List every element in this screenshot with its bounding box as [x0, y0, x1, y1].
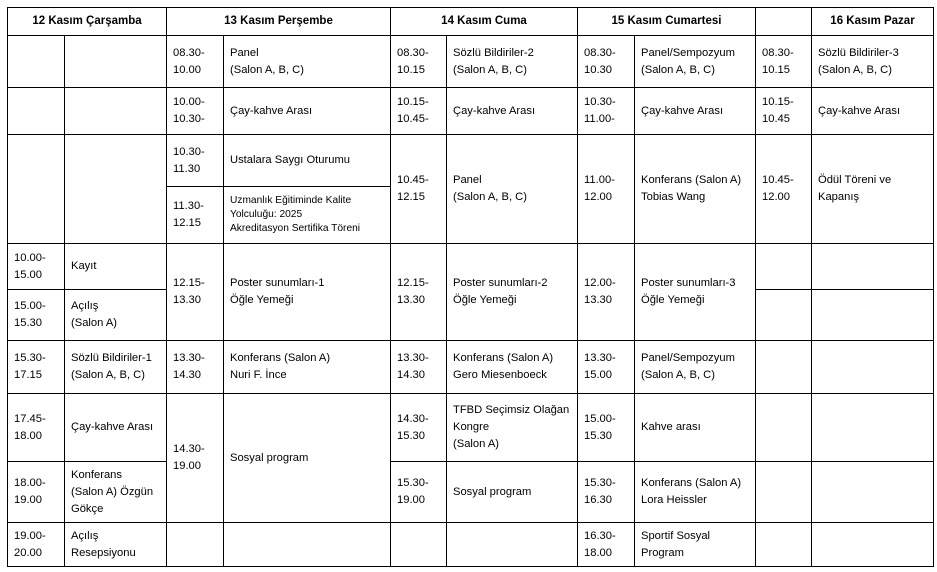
empty-cell	[812, 341, 934, 394]
session-cell: Panel (Salon A, B, C)	[224, 36, 391, 88]
empty-cell	[756, 523, 812, 567]
time-cell: 16.30- 18.00	[578, 523, 635, 567]
empty-cell	[756, 462, 812, 523]
time-cell: 19.00- 20.00	[8, 523, 65, 567]
session-cell: Panel/Sempozyum (Salon A, B, C)	[635, 36, 756, 88]
time-cell: 15.30- 16.30	[578, 462, 635, 523]
time-cell: 18.00- 19.00	[8, 462, 65, 523]
time-cell: 10.45- 12.00	[756, 135, 812, 244]
time-cell: 12.15- 13.30	[391, 244, 447, 341]
header-day-13: 13 Kasım Perşembe	[167, 8, 391, 36]
time-cell: 10.00- 15.00	[8, 244, 65, 290]
session-cell: Çay-kahve Arası	[224, 88, 391, 135]
session-cell: TFBD Seçimsiz Olağan Kongre (Salon A)	[447, 394, 578, 462]
time-cell: 17.45- 18.00	[8, 394, 65, 462]
time-cell: 08.30- 10.30	[578, 36, 635, 88]
empty-cell	[391, 523, 447, 567]
header-day-14: 14 Kasım Cuma	[391, 8, 578, 36]
session-cell: Poster sunumları-2 Öğle Yemeği	[447, 244, 578, 341]
empty-cell	[65, 36, 167, 88]
empty-cell	[756, 290, 812, 341]
session-cell: Sosyal program	[447, 462, 578, 523]
time-cell: 11.00- 12.00	[578, 135, 635, 244]
empty-cell	[447, 523, 578, 567]
header-day-12: 12 Kasım Çarşamba	[8, 8, 167, 36]
session-cell: Kahve arası	[635, 394, 756, 462]
time-cell: 13.30- 14.30	[391, 341, 447, 394]
session-cell: Konferans (Salon A) Gero Miesenboeck	[447, 341, 578, 394]
time-cell: 08.30- 10.00	[167, 36, 224, 88]
time-cell: 13.30- 14.30	[167, 341, 224, 394]
session-cell: Sportif Sosyal Program	[635, 523, 756, 567]
empty-cell	[167, 523, 224, 567]
time-cell: 15.30- 19.00	[391, 462, 447, 523]
schedule-table	[7, 7, 934, 567]
time-cell: 10.30- 11.00-	[578, 88, 635, 135]
empty-cell	[812, 462, 934, 523]
session-cell: Panel/Sempozyum (Salon A, B, C)	[635, 341, 756, 394]
session-cell: Ödül Töreni ve Kapanış	[812, 135, 934, 244]
session-cell: Konferans (Salon A) Tobias Wang	[635, 135, 756, 244]
time-cell: 08.30- 10.15	[391, 36, 447, 88]
session-cell: Ustalara Saygı Oturumu	[224, 135, 391, 187]
empty-cell	[65, 135, 167, 244]
header-day-15: 15 Kasım Cumartesi	[578, 8, 756, 36]
time-cell: 08.30- 10.15	[756, 36, 812, 88]
time-cell: 10.30- 11.30	[167, 135, 224, 187]
session-cell: Konferans (Salon A) Nuri F. İnce	[224, 341, 391, 394]
session-cell: Çay-kahve Arası	[635, 88, 756, 135]
empty-cell	[8, 36, 65, 88]
time-cell: 13.30- 15.00	[578, 341, 635, 394]
session-cell: Konferans (Salon A) Özgün Gökçe	[65, 462, 167, 523]
empty-cell	[756, 8, 812, 36]
session-cell: Çay-kahve Arası	[65, 394, 167, 462]
time-cell: 14.30- 19.00	[167, 394, 224, 523]
time-cell: 14.30- 15.30	[391, 394, 447, 462]
empty-cell	[756, 341, 812, 394]
time-cell: 12.00- 13.30	[578, 244, 635, 341]
session-cell: Sosyal program	[224, 394, 391, 523]
time-cell: 15.00- 15.30	[578, 394, 635, 462]
session-cell: Çay-kahve Arası	[812, 88, 934, 135]
empty-cell	[756, 394, 812, 462]
time-cell: 10.45- 12.15	[391, 135, 447, 244]
session-cell: Açılış (Salon A)	[65, 290, 167, 341]
session-cell: Poster sunumları-1 Öğle Yemeği	[224, 244, 391, 341]
session-cell: Sözlü Bildiriler-1 (Salon A, B, C)	[65, 341, 167, 394]
empty-cell	[8, 88, 65, 135]
empty-cell	[812, 394, 934, 462]
session-cell: Uzmanlık Eğitiminde Kalite Yolculuğu: 2025 Akreditasyon Sertifika Töreni	[224, 187, 391, 244]
empty-cell	[812, 244, 934, 290]
time-cell: 10.15- 10.45	[756, 88, 812, 135]
header-day-16: 16 Kasım Pazar	[812, 8, 934, 36]
empty-cell	[812, 523, 934, 567]
empty-cell	[8, 135, 65, 244]
session-cell: Sözlü Bildiriler-3 (Salon A, B, C)	[812, 36, 934, 88]
session-cell: Kayıt	[65, 244, 167, 290]
empty-cell	[65, 88, 167, 135]
session-cell: Sözlü Bildiriler-2 (Salon A, B, C)	[447, 36, 578, 88]
time-cell: 15.30- 17.15	[8, 341, 65, 394]
empty-cell	[756, 244, 812, 290]
session-cell: Konferans (Salon A) Lora Heissler	[635, 462, 756, 523]
empty-cell	[224, 523, 391, 567]
session-cell: Panel (Salon A, B, C)	[447, 135, 578, 244]
time-cell: 10.00- 10.30-	[167, 88, 224, 135]
time-cell: 15.00- 15.30	[8, 290, 65, 341]
session-cell: Poster sunumları-3 Öğle Yemeği	[635, 244, 756, 341]
session-cell: Açılış Resepsiyonu	[65, 523, 167, 567]
time-cell: 12.15- 13.30	[167, 244, 224, 341]
session-cell: Çay-kahve Arası	[447, 88, 578, 135]
empty-cell	[812, 290, 934, 341]
time-cell: 11.30- 12.15	[167, 187, 224, 244]
time-cell: 10.15- 10.45-	[391, 88, 447, 135]
